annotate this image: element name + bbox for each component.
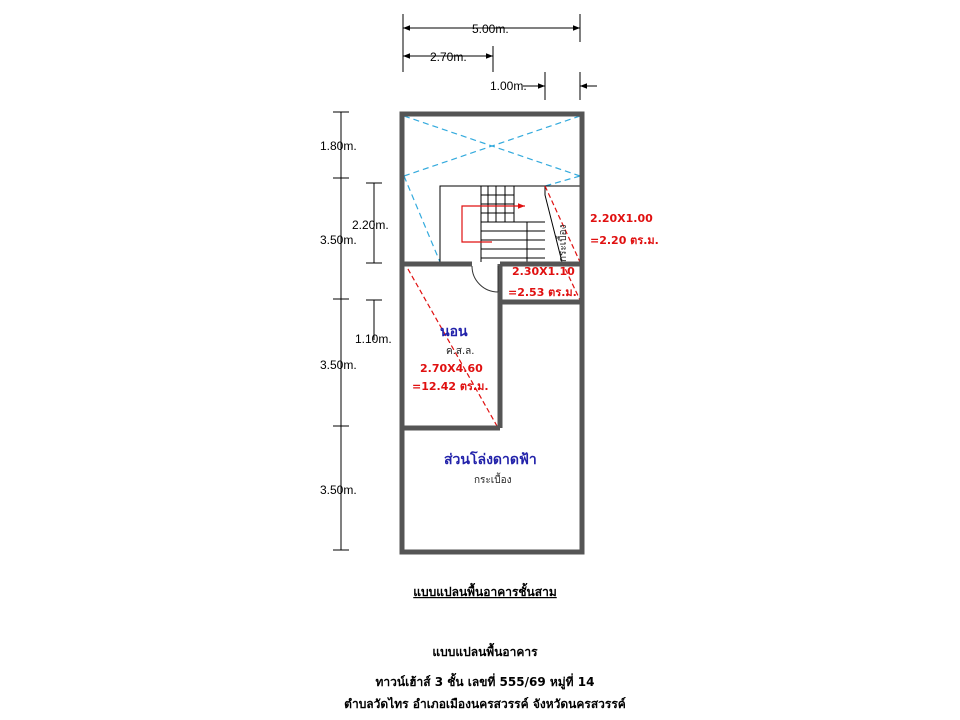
dim-left-3: 3.50m. (320, 358, 357, 372)
dim-top-total: 5.00m. (472, 22, 509, 36)
bedroom-size: 2.70X4.60 (420, 362, 483, 375)
address-line-2: ตำบลวัดไทร อำเภอเมืองนครสวรรค์ จังหวัดนครสวรรค์ (344, 697, 626, 711)
bathroom-size: 2.30X1.10 (512, 265, 575, 278)
dim-left-1: 1.80m. (320, 139, 357, 153)
dim-top-left: 2.70m. (430, 50, 467, 64)
dim-inner-left-2: 1.10m. (355, 332, 392, 346)
block-title: แบบแปลนพื้นอาคาร (432, 645, 538, 659)
bathroom-area: =2.53 ตร.ม. (508, 286, 577, 299)
bedroom-name: นอน (440, 324, 468, 340)
address-line-1: ทาวน์เฮ้าส์ 3 ชั้น เลขที่ 555/69 หมู่ที่ 14 (375, 675, 595, 689)
tile-zone-size: 2.20X1.00 (590, 212, 653, 225)
dim-left-2: 3.50m. (320, 233, 357, 247)
open-area-floor: กระเบื้อง (474, 475, 512, 486)
bedroom-floor: ค.ส.ล. (446, 346, 475, 357)
door-swing (472, 266, 498, 292)
tile-zone-area: =2.20 ตร.ม. (590, 234, 659, 247)
plan-title: แบบแปลนพื้นอาคารชั้นสาม (413, 585, 557, 599)
dim-top-right: 1.00m. (490, 79, 527, 93)
open-area-name: ส่วนโล่งดาดฟ้า (444, 452, 537, 468)
dim-left-4: 3.50m. (320, 483, 357, 497)
stair-arrow (462, 206, 525, 242)
tile-zone-floor: กระเบื้อง (558, 224, 569, 262)
walls (402, 114, 582, 552)
dim-inner-left-1: 2.20m. (352, 218, 389, 232)
bedroom-area: =12.42 ตร.ม. (412, 380, 489, 393)
